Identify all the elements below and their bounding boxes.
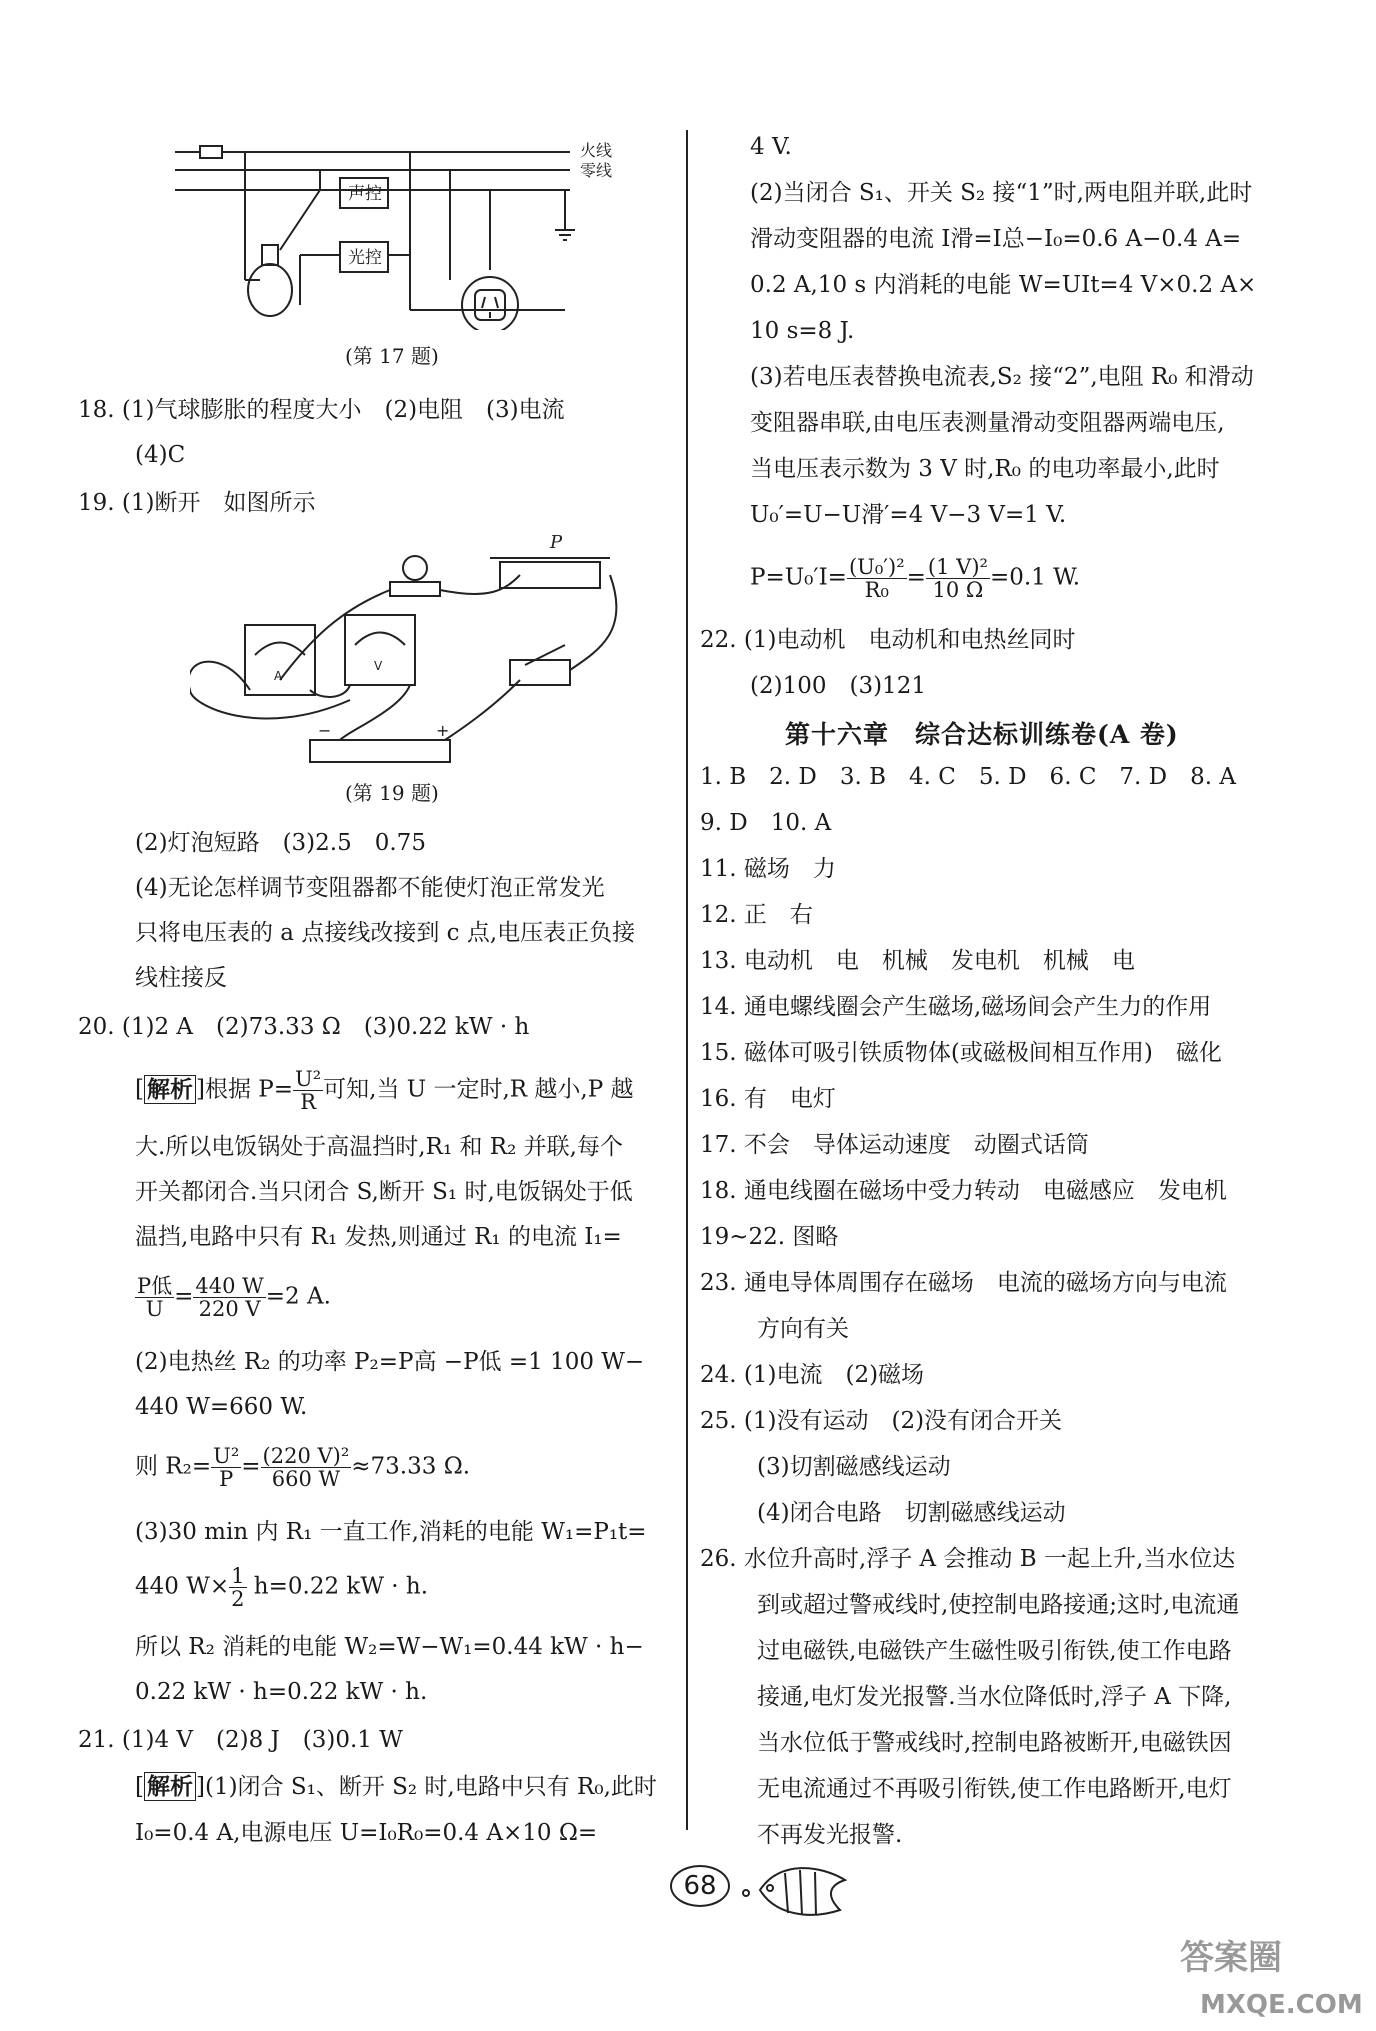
numerator: U² — [295, 1067, 322, 1091]
label-zero-line: 零线 — [580, 161, 613, 180]
r-line7: 变阻器串联,由电压表测量滑动变阻器两端电压, — [750, 410, 1225, 436]
q20-analysis-pre: 根据 P= — [204, 1076, 294, 1103]
r-line31: 到或超过警戒线时,使控制电路接通;这时,电流通 — [757, 1592, 1240, 1618]
q20-line13: 0.22 kW · h=0.22 kW · h. — [135, 1679, 428, 1705]
q21-line3: I₀=0.4 A,电源电压 U=I₀R₀=0.4 A×10 Ω= — [135, 1820, 598, 1846]
battery-minus: − — [318, 721, 332, 740]
r-line20: 16. 有 电灯 — [700, 1086, 836, 1112]
battery-plus: + — [436, 721, 450, 740]
fraction — [229, 1565, 246, 1610]
watermark-url: MXQE.COM — [1200, 1990, 1363, 2020]
prefix: 440 W× — [135, 1573, 230, 1600]
q20-line5: 温挡,电路中只有 R₁ 发热,则通过 R₁ 的电流 I₁= — [135, 1224, 622, 1250]
r-line29: (4)闭合电路 切割磁感线运动 — [757, 1500, 1066, 1526]
r-line23: 19~22. 图略 — [700, 1224, 839, 1250]
chapter-heading: 第十六章 综合达标训练卷(A 卷) — [785, 720, 1179, 749]
r-line30: 26. 水位升高时,浮子 A 会推动 B 一起上升,当水位达 — [700, 1546, 1236, 1572]
r-line34: 当水位低于警戒线时,控制电路被断开,电磁铁因 — [757, 1730, 1232, 1756]
numerator: 440 W — [195, 1274, 264, 1298]
r-line4: 0.2 A,10 s 内消耗的电能 W=UIt=4 V×0.2 A× — [750, 272, 1257, 298]
r-power-line — [750, 556, 1080, 601]
r-line16: 12. 正 右 — [700, 902, 813, 928]
result: ≈73.33 Ω. — [351, 1453, 471, 1480]
r-line21: 17. 不会 导体运动速度 动圈式话筒 — [700, 1132, 1089, 1158]
denominator: P — [219, 1467, 234, 1491]
r-line28: (3)切割磁感线运动 — [757, 1454, 951, 1480]
fraction — [261, 1445, 352, 1490]
fraction — [293, 1068, 323, 1113]
r-line19: 15. 磁体可吸引铁质物体(或磁极间相互作用) 磁化 — [700, 1040, 1222, 1066]
q20-line10: (3)30 min 内 R₁ 一直工作,消耗的电能 W₁=P₁t= — [135, 1519, 647, 1545]
watermark-logo: 答案圈 — [1180, 1938, 1282, 1978]
r-line12: (2)100 (3)121 — [750, 673, 926, 699]
numerator: (220 V)² — [262, 1444, 350, 1468]
r-line17: 13. 电动机 电 机械 发电机 机械 电 — [700, 948, 1135, 974]
q20-fraction-line — [135, 1275, 331, 1320]
fish-icon — [740, 1855, 860, 1925]
numerator: (1 V)² — [927, 555, 988, 579]
result: h=0.22 kW · h. — [246, 1573, 429, 1600]
r-line2: (2)当闭合 S₁、开关 S₂ 接“1”时,两电阻并联,此时 — [750, 180, 1253, 206]
label-voltmeter: V — [374, 659, 383, 673]
sound-control-box: 声控 — [348, 184, 382, 204]
analysis-tag: 解析 — [144, 1772, 196, 1801]
q19-line3: (4)无论怎样调节变阻器都不能使灯泡正常发光 — [135, 875, 605, 901]
r-line33: 接通,电灯发光报警.当水位降低时,浮子 A 下降, — [757, 1684, 1232, 1710]
result: =0.1 W. — [989, 564, 1081, 591]
r-line36: 不再发光报警. — [757, 1822, 903, 1848]
q18-line2: (4)C — [135, 442, 186, 468]
fraction — [193, 1275, 265, 1320]
numerator: U² — [213, 1444, 240, 1468]
r-line14: 9. D 10. A — [700, 810, 832, 836]
r-line15: 11. 磁场 力 — [700, 856, 836, 882]
denominator: R — [300, 1090, 316, 1114]
q20-half-line — [135, 1565, 428, 1610]
denominator: 10 Ω — [932, 578, 984, 602]
r-line9: U₀′=U−U滑′=4 V−3 V=1 V. — [750, 502, 1067, 528]
prefix: P=U₀′I= — [750, 564, 847, 591]
q19-line1: 19. (1)断开 如图所示 — [78, 490, 316, 516]
q20-r2-line — [135, 1445, 470, 1490]
circuit-diagram-17 — [170, 130, 630, 330]
denominator: 220 V — [198, 1297, 261, 1321]
r-line11: 22. (1)电动机 电动机和电热丝同时 — [700, 627, 1076, 653]
r-line6: (3)若电压表替换电流表,S₂ 接“2”,电阻 R₀ 和滑动 — [750, 364, 1254, 390]
figure-17-caption: (第 17 题) — [345, 344, 439, 368]
r-line24: 23. 通电导体周围存在磁场 电流的磁场方向与电流 — [700, 1270, 1227, 1296]
r-line25: 方向有关 — [757, 1316, 849, 1342]
circuit-diagram-19 — [190, 530, 620, 775]
column-divider — [686, 130, 688, 1830]
q20-line3: 大.所以电饭锅处于高温挡时,R₁ 和 R₂ 并联,每个 — [135, 1134, 623, 1160]
denominator: 2 — [231, 1587, 245, 1611]
r-line13: 1. B 2. D 3. B 4. C 5. D 6. C 7. D 8. A — [700, 764, 1236, 790]
result: =2 A. — [265, 1283, 331, 1310]
r-line27: 25. (1)没有运动 (2)没有闭合开关 — [700, 1408, 1063, 1434]
equals: = — [241, 1453, 261, 1480]
q20-line1: 20. (1)2 A (2)73.33 Ω (3)0.22 kW · h — [78, 1014, 530, 1040]
equals: = — [174, 1283, 194, 1310]
denominator: 660 W — [271, 1467, 341, 1491]
r-line5: 10 s=8 J. — [750, 318, 855, 344]
fraction — [847, 556, 907, 601]
q20-line12: 所以 R₂ 消耗的电能 W₂=W−W₁=0.44 kW · h− — [135, 1634, 644, 1660]
q20-line4: 开关都闭合.当只闭合 S,断开 S₁ 时,电饭锅处于低 — [135, 1179, 633, 1205]
prefix: 则 R₂= — [135, 1453, 212, 1480]
r-line18: 14. 通电螺线圈会产生磁场,磁场间会产生力的作用 — [700, 994, 1212, 1020]
r-line1: 4 V. — [750, 134, 792, 160]
fraction — [211, 1445, 241, 1490]
denominator: U — [145, 1297, 164, 1321]
r-line35: 无电流通过不再吸引衔铁,使工作电路断开,电灯 — [757, 1776, 1232, 1802]
r-line32: 过电磁铁,电磁铁产生磁性吸引衔铁,使工作电路 — [757, 1638, 1232, 1664]
numerator: 1 — [231, 1564, 245, 1588]
denominator: R₀ — [864, 578, 889, 602]
label-fire-line: 火线 — [580, 141, 613, 160]
q19-line2: (2)灯泡短路 (3)2.5 0.75 — [135, 830, 426, 856]
q20-line8: 440 W=660 W. — [135, 1394, 308, 1420]
numerator: (U₀′)² — [848, 555, 905, 579]
fraction — [135, 1275, 174, 1320]
label-ammeter: A — [274, 669, 283, 683]
q19-line5: 线柱接反 — [135, 965, 227, 991]
r-line22: 18. 通电线圈在磁场中受力转动 电磁感应 发电机 — [700, 1178, 1227, 1204]
q21-analysis-line: [ 解析 ](1)闭合 S₁、断开 S₂ 时,电路中只有 R₀,此时 — [135, 1773, 657, 1800]
numerator: P低 — [137, 1274, 173, 1298]
q20-line7: (2)电热丝 R₂ 的功率 P₂=P高 −P低 =1 100 W− — [135, 1349, 645, 1375]
r-line26: 24. (1)电流 (2)磁场 — [700, 1362, 925, 1388]
page-number: 68 — [670, 1865, 730, 1907]
q18-line1: 18. (1)气球膨胀的程度大小 (2)电阻 (3)电流 — [78, 397, 565, 423]
q19-line4: 只将电压表的 a 点接线改接到 c 点,电压表正负接 — [135, 920, 636, 946]
analysis-tag: 解析 — [144, 1075, 196, 1104]
q21-analysis-text: (1)闭合 S₁、断开 S₂ 时,电路中只有 R₀,此时 — [204, 1774, 657, 1800]
label-slider-p: P — [550, 532, 563, 553]
r-line8: 当电压表示数为 3 V 时,R₀ 的电功率最小,此时 — [750, 456, 1220, 482]
fraction — [926, 556, 990, 601]
light-control-box: 光控 — [348, 248, 382, 268]
figure-19-caption: (第 19 题) — [345, 781, 439, 805]
q20-analysis-post: 可知,当 U 一定时,R 越小,P 越 — [323, 1076, 634, 1103]
equals: = — [906, 564, 926, 591]
q21-line1: 21. (1)4 V (2)8 J (3)0.1 W — [78, 1727, 403, 1753]
q20-analysis-line: [ 解析 ]根据 P= $\frac{\text{U²}}{R}$ 可知,当 U 一定时,R 越小,P 越 — [135, 1067, 634, 1114]
r-line3: 滑动变阻器的电流 I滑=I总−I₀=0.6 A−0.4 A= — [750, 226, 1242, 252]
